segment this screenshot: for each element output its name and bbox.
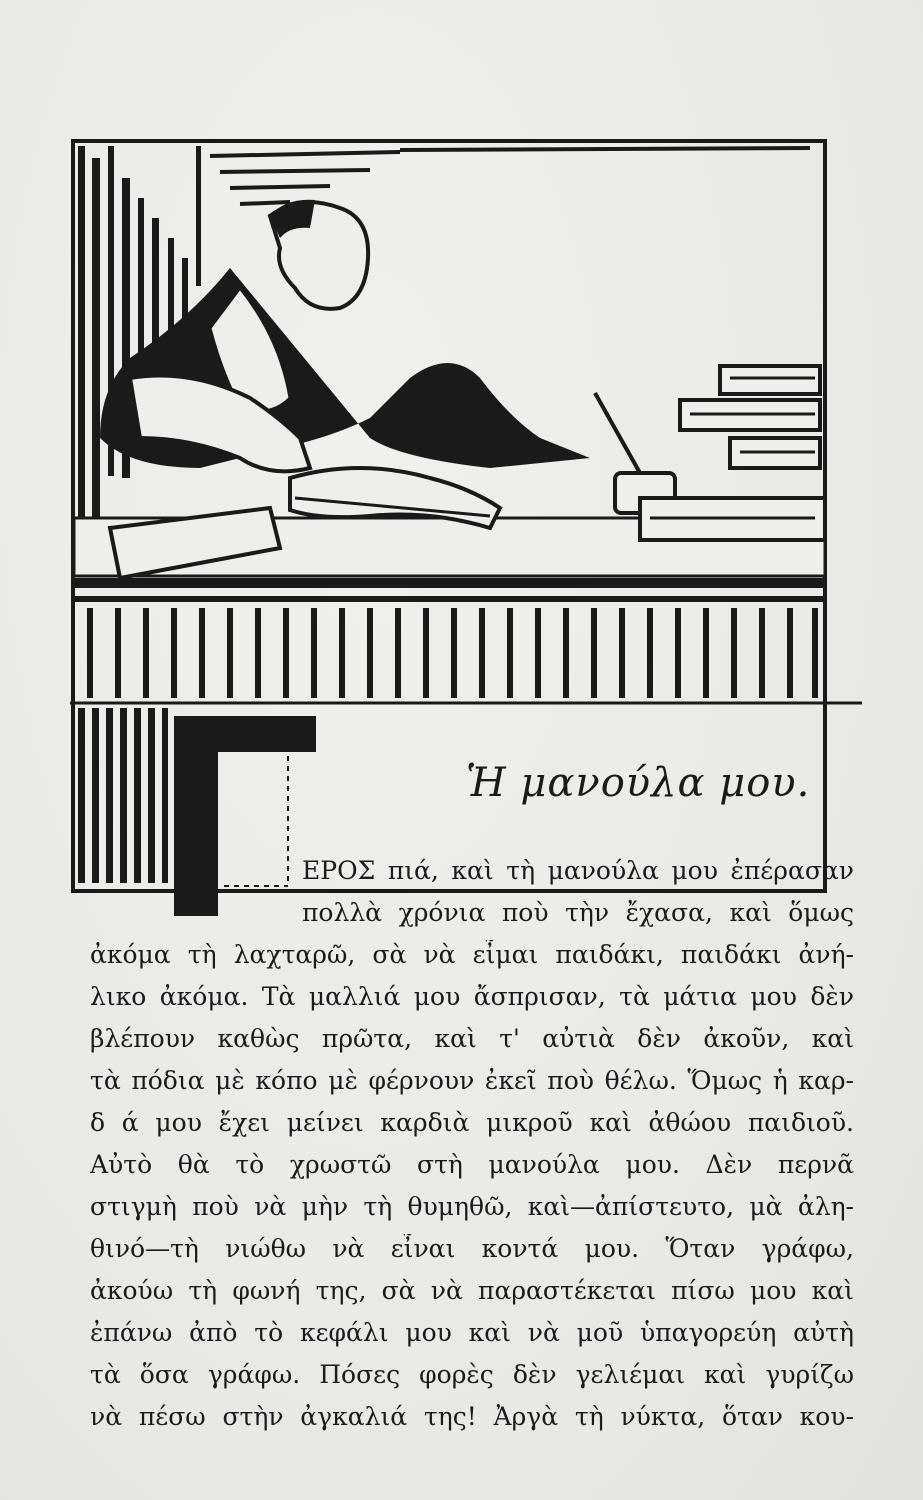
text-line: δ ά μου ἔχει μείνει καρδιὰ μικροῦ καὶ ἀθώου παιδιοῦ. xyxy=(90,1108,854,1137)
drop-cap-gamma xyxy=(174,716,316,916)
text-line: στιγμὴ ποὺ νὰ μὴν τὴ θυμηθῶ, καὶ—ἀπίστευτο, μὰ ἀλη- xyxy=(90,1192,854,1221)
text-line: τὰ ὅσα γράφω. Πόσες φορὲς δὲν γελιέμαι καὶ γυρίζω xyxy=(90,1360,854,1389)
text-line: νὰ πέσω στὴν ἀγκαλιά της! Ἀργὰ τὴ νύκτα, ὅταν κου- xyxy=(90,1402,854,1431)
text-line: ἀκόμα τὴ λαχταρῶ, σὰ νὰ εἶμαι παιδάκι, παιδάκι ἀνή- xyxy=(90,940,854,969)
text-line: ἐπάνω ἀπὸ τὸ κεφάλι μου καὶ νὰ μοῦ ὑπαγορεύη αὐτὴ xyxy=(90,1318,854,1347)
text-line: λικο ἀκόμα. Τὰ μαλλιά μου ἄσπρισαν, τὰ μάτια μου δὲν xyxy=(90,982,854,1011)
text-line: ἀκούω τὴ φωνή της, σὰ νὰ παραστέκεται πίσω μου καὶ xyxy=(90,1276,854,1305)
text-line: θινό—τὴ νιώθω νὰ εἶναι κοντά μου. Ὅταν γράφω, xyxy=(90,1234,854,1263)
text-line: πολλὰ χρόνια ποὺ τὴν ἔχασα, καὶ ὅμως xyxy=(302,898,854,927)
text-line: Αὐτὸ θὰ τὸ χρωστῶ στὴ μανούλα μου. Δὲν περνᾶ xyxy=(90,1150,854,1179)
text-line: βλέπουν καθὼς πρῶτα, καὶ τ' αὐτιὰ δὲν ἀκοῦν, καὶ xyxy=(90,1024,854,1053)
text-line: ΕΡΟΣ πιά, καὶ τὴ μανούλα μου ἐπέρασαν xyxy=(302,856,854,885)
text-line: τὰ πόδια μὲ κόπο μὲ φέρνουν ἐκεῖ ποὺ θέλω. Ὅμως ἡ καρ- xyxy=(90,1066,854,1095)
chapter-title: Ἡ μανούλα μου. xyxy=(466,760,811,806)
